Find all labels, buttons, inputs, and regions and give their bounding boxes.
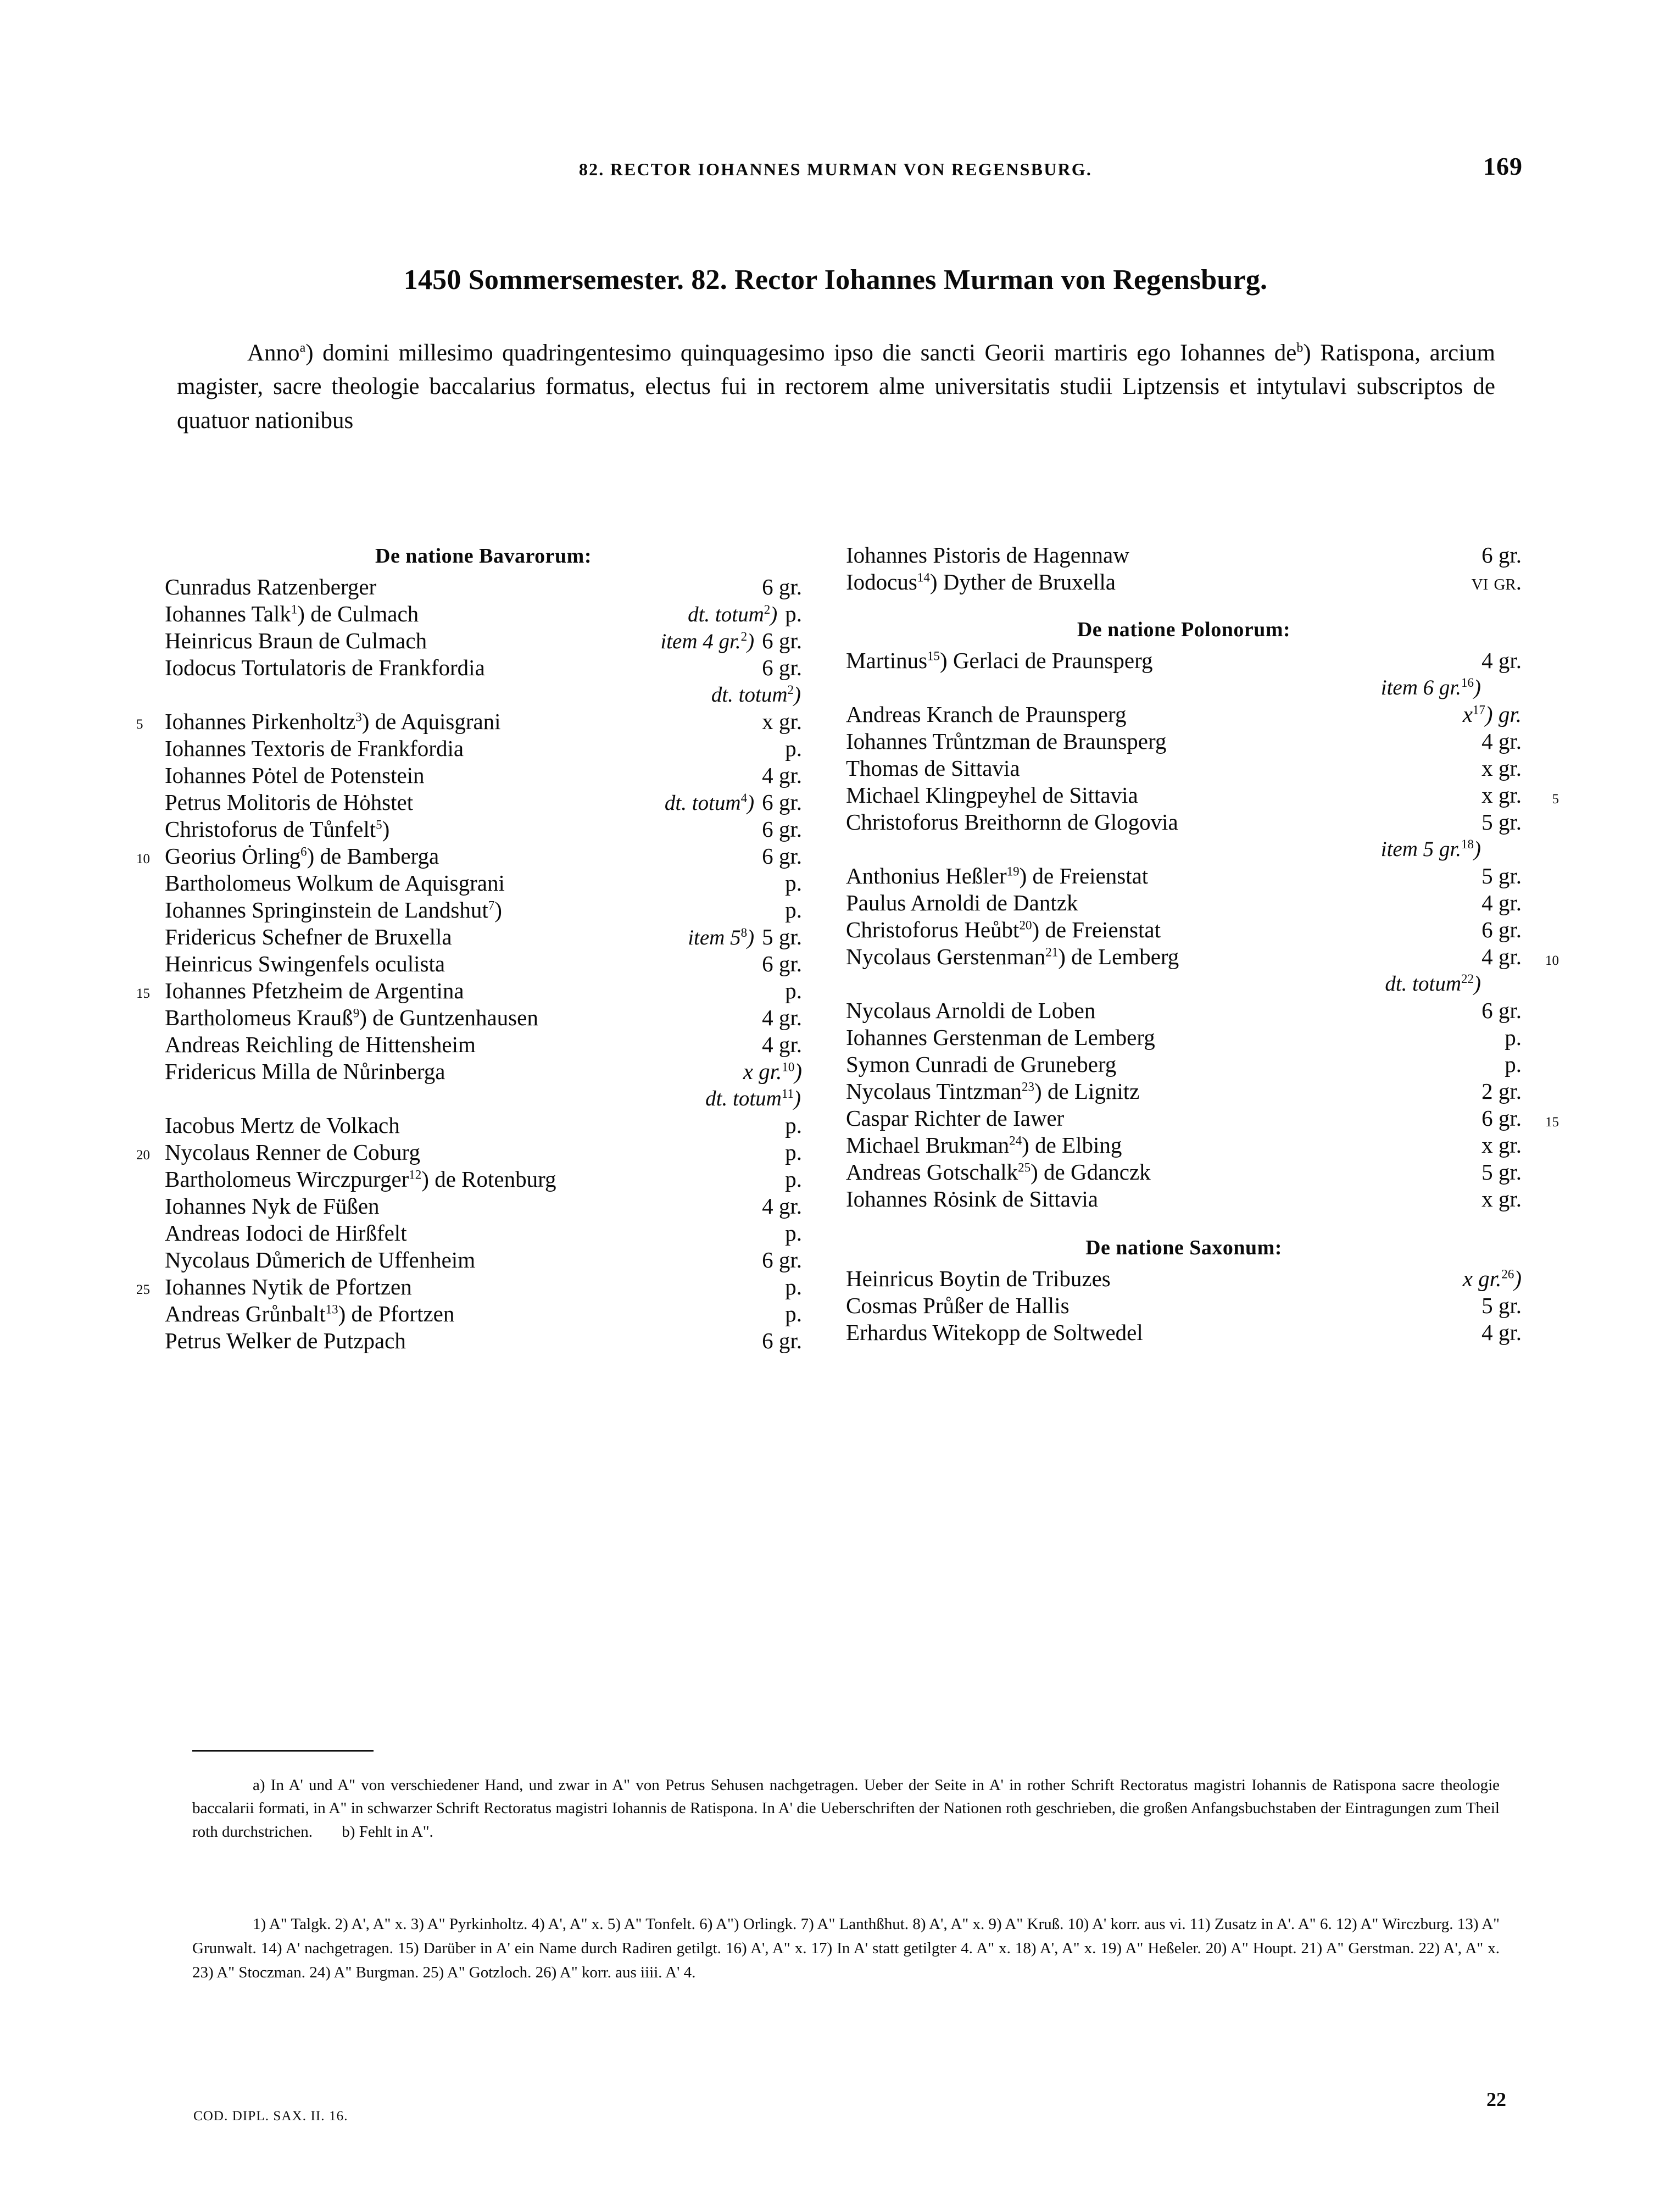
matriculation-entry [165,1195,802,1222]
annotation-footnote-ref: 8 [740,926,748,940]
entry-name: Nycolaus Gerstenman$^{21}$) de Lemberg [846,944,1179,969]
entry-fee: p. [785,1274,802,1299]
entry-fee: 4 gr. [762,763,802,788]
entry-fee: 2 gr. [1481,1079,1522,1104]
entry-footnote-ref: 7 [488,898,495,913]
fee-footnote-ref: 17 [1472,703,1485,717]
entry-fee: 4 gr. [762,1005,802,1030]
matriculation-entry [846,999,1522,1026]
entry-footnote-ref: 24 [1009,1133,1022,1148]
line-number: 25 [136,1282,150,1297]
entry-fee: p. [785,870,802,896]
entry-name: Andreas Gotschalk$^{25}$) de Gdanczk [846,1159,1151,1185]
entry-name: Iodocus Tortulatoris de Frankfordia [165,655,485,680]
matriculation-entry [165,764,802,791]
page-number: 169 [1483,152,1523,180]
matriculation-entry [136,1140,802,1168]
line-number: 20 [136,1148,150,1163]
entry-fee: 6 gr. [762,628,802,653]
matriculation-entry [846,1268,1522,1294]
entry-fee: 4 gr. [1481,648,1522,673]
entry-fee: 6 gr. [762,843,802,869]
entry-fee: x$^{17}$) gr. [1462,702,1522,727]
matriculation-entry [165,818,802,845]
line-number: 5 [136,717,143,732]
entry-fee: 4 gr. [762,1032,802,1057]
entry-fee: 6 gr. [1481,917,1522,942]
continuation-footnote-ref: 2 [787,683,794,697]
entry-name: Symon Cunradi de Gruneberg [846,1052,1117,1077]
line-number: 15 [1545,1115,1559,1130]
entry-fee: p. [785,1166,802,1192]
entry-name: Iohannes Pistoris de Hagennaw [846,542,1129,568]
entry-fee: p. [785,601,802,626]
entry-continuation: dt. totum$^2$) [711,683,801,707]
entry-annotation: item 5$^8$) [688,926,755,949]
entry-fee: x gr.$^{10}$) [743,1059,802,1084]
entry-name: Nycolaus Arnoldi de Loben [846,998,1096,1023]
footnote-a: a) In A' und A" von verschiedener Hand, und zwar in A" von Petrus Sehusen nachgetragen. Ueber der Seite in A' in rother Schrift Rectoratus magistri Iohannis de Ratispona sacre theologie baccalarii formati, in A" in schwarzer Schrift Rectoratus magistri Iohannis de Ratispona. In A' die Ueberschriften der Nationen roth geschrieben, die großen Anfangsbuchstaben der Eintragungen zum Theil roth durchstrichen. [192,1776,1500,1841]
entry-footnote-ref: 12 [409,1168,422,1182]
entry-name: Christoforus Heůbt$^{20}$) de Freienstat [846,917,1161,942]
matriculation-entry [846,1105,1559,1134]
entry-continuation: item 5 gr.$^{18}$) [1380,837,1481,861]
matriculation-entry [846,1026,1522,1053]
matriculation-entry [165,603,802,630]
entry-fee: 5 gr. [1481,863,1522,888]
fee-footnote-ref: 26 [1501,1267,1514,1281]
entry-list-bavarorum [136,574,802,1357]
entry-name: Erhardus Witekopp de Soltwedel [846,1320,1143,1345]
entry-fee: 4 gr. [1481,1320,1522,1345]
entry-footnote-ref: 23 [1022,1080,1035,1094]
entry-name: Andreas Iodoci de Hirßfelt [165,1220,407,1246]
entry-name: Nycolaus Renner de Coburg [165,1140,420,1165]
entry-name: Iohannes Pfetzheim de Argentina [165,978,464,1003]
entry-fee: x gr.$^{26}$) [1462,1266,1522,1291]
matriculation-entry [165,791,802,818]
column-right [846,542,1559,1348]
entry-fee: p. [785,978,802,1003]
matriculation-entry [165,1222,802,1249]
matriculation-entry [165,953,802,980]
entry-name: Cunradus Ratzenberger [165,574,377,599]
entry-name: Andreas Reichling de Hittensheim [165,1032,476,1057]
matriculation-entry [846,892,1522,919]
entry-name: Iohannes Pirkenholtz$^3$) de Aquisgrani [165,709,501,734]
entry-fee: 5 gr. [762,924,802,949]
entry-continuation: item 6 gr.$^{16}$) [1380,676,1481,699]
entry-name: Michael Brukman$^{24}$) de Elbing [846,1132,1122,1158]
footnote-ref-b: b [1296,341,1304,355]
continuation-footnote-ref: 18 [1461,837,1474,851]
matriculation-entry [136,978,802,1007]
entry-fee: 6 gr. [1481,1105,1522,1131]
footnote-ref-a: a [299,341,306,355]
entry-annotation: item 4 gr.$^2$) [660,630,755,653]
entry-fee: x gr. [1481,1186,1522,1211]
entry-name: Iohannes Talk$^1$) de Culmach [165,601,419,626]
matriculation-entry [846,1188,1522,1215]
entry-fee: 6 gr. [762,1247,802,1272]
matriculation-entry [846,782,1559,811]
matriculation-entry [846,1161,1522,1188]
entry-name: Andreas Grůnbalt$^{13}$) de Pfortzen [165,1301,455,1326]
entry-name: Bartholomeus Wirczpurger$^{12}$) de Rotenburg [165,1166,556,1192]
matriculation-entry [165,872,802,899]
matriculation-columns [0,544,1671,1687]
matriculation-entry [165,899,802,926]
matriculation-entry [846,944,1559,972]
matriculation-entry [165,1330,802,1357]
entry-fee: p. [785,897,802,922]
annotation-footnote-ref: 4 [740,791,748,805]
entry-name: Bartholomeus Krauß$^9$) de Guntzenhausen [165,1005,538,1030]
matriculation-entry [165,1249,802,1276]
line-number: 10 [136,852,150,866]
matriculation-entry [846,865,1522,892]
signature-mark: 22 [1486,2088,1506,2110]
entry-footnote-ref: 19 [1006,864,1020,879]
entry-name: Andreas Kranch de Praunsperg [846,702,1127,727]
entry-name: Thomas de Sittavia [846,755,1020,781]
entry-fee: 6 gr. [1481,998,1522,1023]
matriculation-entry [136,843,802,872]
entry-fee: p. [1505,1052,1522,1077]
entry-fee: 5 gr. [1481,1159,1522,1185]
matriculation-entry [165,630,802,657]
entry-name: Georius Ȯrling$^6$) de Bamberga [165,843,439,869]
entry-name: Iohannes Pȯtel de Potenstein [165,763,425,788]
matriculation-entry [136,1274,802,1303]
entry-fee: 6 gr. [1481,542,1522,568]
entry-name: Iohannes Trůntzman de Braunsperg [846,729,1167,754]
entry-footnote-ref: 15 [927,649,940,663]
preamble-text-3: ) Ratispona, arcium magister, sacre theologie baccalarius formatus, electus fui in rectorem alme universitatis studii Liptzensis et intytulavi subscriptos de quatuor nationibus [177,340,1495,433]
matriculation-entry [165,657,802,683]
volume-imprint: COD. DIPL. SAX. II. 16. [193,2109,348,2124]
entry-fee: p. [785,1220,802,1246]
running-head-title: 82. RECTOR IOHANNES MURMAN VON REGENSBURG. [578,159,1093,179]
entry-fee: p. [785,1113,802,1138]
entry-name: Iohannes Gerstenman de Lemberg [846,1025,1155,1050]
running-head [0,159,1671,180]
footnote-b: b) Fehlt in A". [342,1822,433,1841]
annotation-footnote-ref: 2 [740,630,748,643]
matriculation-entry [136,709,802,737]
entry-fee: 6 gr. [762,951,802,976]
preamble-text-2: ) domini millesimo quadringentesimo quinquagesimo ipso die sancti Georii martiris ego Iohannes de [305,340,1297,366]
entry-footnote-ref: 5 [376,818,382,832]
entry-footnote-ref: 21 [1045,945,1059,959]
entry-name: Iodocus$^{14}$) Dyther de Bruxella [846,569,1116,594]
continuation-footnote-ref: 11 [781,1087,794,1101]
entry-footnote-ref: 9 [353,1006,360,1020]
matriculation-entry [165,1060,802,1087]
matriculation-entry [846,730,1522,757]
entry-fee: 4 gr. [1481,944,1522,969]
matriculation-entry [846,571,1522,598]
matriculation-entry [846,1134,1522,1161]
entry-name: Iacobus Mertz de Volkach [165,1113,400,1138]
entry-fee: x gr. [1481,755,1522,781]
matriculation-entry [165,576,802,603]
matriculation-entry [846,757,1522,784]
entry-fee: 4 gr. [762,1193,802,1219]
column-left [136,544,802,1357]
entry-list-polonorum [846,648,1559,1215]
entry-annotation: dt. totum$^2$) [688,603,778,626]
entry-fee: x gr. [1481,1132,1522,1158]
preamble-paragraph [177,336,1495,437]
preamble-text-1: Anno [247,340,300,366]
entry-footnote-ref: 1 [291,602,298,616]
annotation-footnote-ref: 2 [764,603,771,616]
entry-fee: 5 gr. [1481,809,1522,835]
entry-footnote-ref: 20 [1019,918,1032,932]
entry-name: Iohannes Springinstein de Landshut$^7$) [165,897,502,922]
entry-name: Fridericus Schefner de Bruxella [165,924,452,949]
entry-name: Iohannes Rȯsink de Sittavia [846,1186,1098,1211]
entry-fee: p. [785,1301,802,1326]
matriculation-entry [165,1303,802,1330]
entry-name: Iohannes Textoris de Frankfordia [165,736,464,761]
line-number: 15 [136,986,150,1001]
entry-footnote-ref: 3 [355,710,362,724]
entry-fee: 4 gr. [1481,890,1522,915]
entry-name: Nycolaus Důmerich de Uffenheim [165,1247,476,1272]
entry-annotation: dt. totum$^4$) [664,791,755,815]
entry-name: Caspar Richter de Iawer [846,1105,1065,1131]
entry-fee: 6 gr. [762,655,802,680]
footnote-numbered-block: 1) A" Talgk. 2) A', A" x. 3) A" Pyrkinholtz. 4) A', A" x. 5) A" Tonfelt. 6) A") Orlingk. 7) A" Lanthßhut. 8) A', A" x. 9) A" Kruß. 10) A' korr. aus vi. 11) Zusatz in A'. A" 6. 12) A" Wirczburg. 13) A" Grunwalt. 14) A' nachgetragen. 15) Darüber in A' ein Name durch Radiren getilgt. 16) A', A" x. 17) In A' statt getilgter 4. A" x. 18) A', A" x. 19) A" Heßeler. 20) A" Houpt. 21) A" Gerstman. 22) A', A" x. 23) A" Stoczman. 24) A" Burgman. 25) A" Gotzloch. 26) A" korr. aus iiii. A' 4. [192,1915,1500,1982]
matriculation-entry [165,1168,802,1195]
entry-name: Fridericus Milla de Nůrinberga [165,1059,445,1084]
entry-name: Martinus$^{15}$) Gerlaci de Praunsperg [846,648,1153,673]
entry-fee: 6 gr. [762,574,802,599]
entry-name: Cosmas Průßer de Hallis [846,1293,1070,1318]
footnote-letter-block [192,1774,1500,1843]
matriculation-entry [846,1080,1522,1107]
entry-name: Christoforus Breithornn de Glogovia [846,809,1178,835]
entry-fee: 6 gr. [762,1328,802,1353]
matriculation-entry [846,1294,1522,1321]
entry-footnote-ref: 25 [1018,1160,1031,1175]
section-heading-polonorum: De natione Polonorum: [1077,618,1291,641]
entry-name: Christoforus de Tůnfelt$^5$) [165,816,390,842]
entry-name: Bartholomeus Wolkum de Aquisgrani [165,870,505,896]
entry-list-bavarorum-continued [846,544,1522,598]
entry-name: Michael Klingpeyhel de Sittavia [846,782,1138,808]
matriculation-entry [165,1033,802,1060]
matriculation-entry [846,649,1522,676]
matriculation-entry [165,1007,802,1033]
section-heading-bavarorum: De natione Bavarorum: [375,544,592,568]
entry-fee: 6 gr. [762,816,802,842]
entry-footnote-ref: 6 [300,844,307,859]
entry-footnote-ref: 14 [917,570,930,585]
entry-name: Nycolaus Tintzman$^{23}$) de Lignitz [846,1079,1140,1104]
footnote-separator-rule [192,1750,374,1752]
matriculation-entry [846,703,1522,730]
entry-footnote-ref: 13 [325,1302,338,1316]
matriculation-entry [846,1053,1522,1080]
entry-fee: 6 gr. [762,790,802,815]
entry-name: Anthonius Heßler$^{19}$) de Freienstat [846,863,1149,888]
matriculation-entry [165,926,802,953]
entry-name: Petrus Welker de Putzpach [165,1328,406,1353]
line-number: 5 [1552,792,1559,807]
matriculation-entry [846,544,1522,571]
entry-fee: x gr. [1481,782,1522,808]
matriculation-entry [165,737,802,764]
entry-continuation: dt. totum$^{22}$) [1385,972,1481,996]
continuation-footnote-ref: 22 [1461,972,1474,986]
entry-name: Iohannes Nytik de Pfortzen [165,1274,412,1299]
matriculation-entry [846,811,1522,838]
page-title: 1450 Sommersemester. 82. Rector Iohannes Murman von Regensburg. [403,264,1268,296]
entry-fee: 4 gr. [1481,729,1522,754]
continuation-footnote-ref: 16 [1461,676,1474,690]
entry-name: Paulus Arnoldi de Dantzk [846,890,1078,915]
entry-name: Iohannes Nyk de Füßen [165,1193,380,1219]
entry-name: Heinricus Boytin de Tribuzes [846,1266,1111,1291]
entry-continuation: dt. totum$^{11}$) [705,1087,801,1110]
entry-fee: 5 gr. [1481,1293,1522,1318]
entry-fee: x gr. [762,709,802,734]
matriculation-entry [165,1114,802,1141]
entry-name: Petrus Molitoris de Hȯhstet [165,790,414,815]
line-number: 10 [1545,953,1559,968]
entry-fee: p. [785,1140,802,1165]
section-heading-saxonum: De natione Saxonum: [1085,1236,1282,1259]
entry-list-saxonum [846,1268,1522,1348]
matriculation-entry [846,919,1522,946]
entry-fee: vi gr. [1471,569,1522,594]
matriculation-entry [846,1321,1522,1348]
entry-name: Heinricus Swingenfels oculista [165,951,445,976]
entry-name: Heinricus Braun de Culmach [165,628,427,653]
fee-footnote-ref: 10 [782,1060,795,1074]
entry-fee: p. [1505,1025,1522,1050]
entry-fee: p. [785,736,802,761]
